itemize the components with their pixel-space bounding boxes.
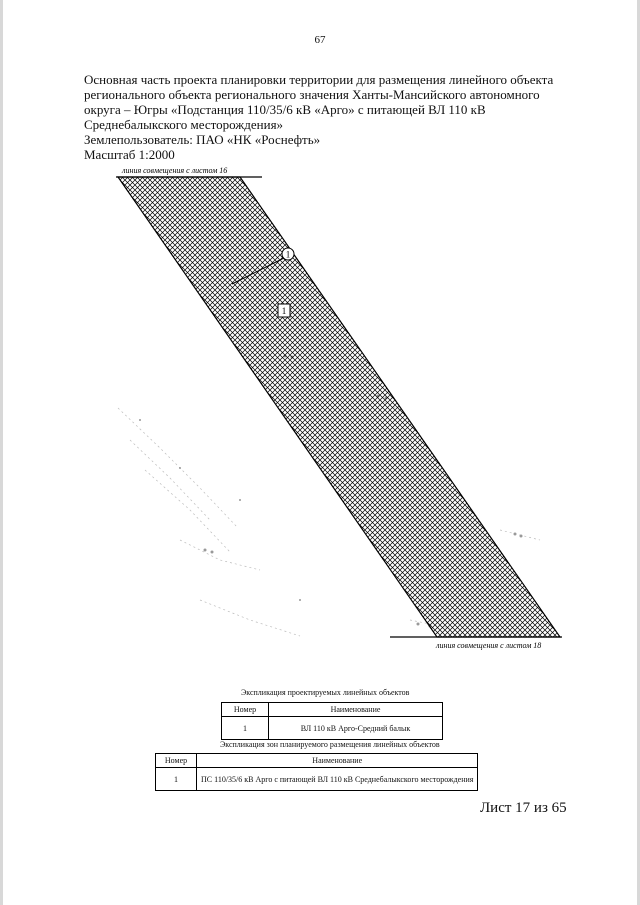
planned-zone-polygon <box>118 177 560 637</box>
title-line: округа – Югры «Подстанция 110/35/6 кВ «Арго» с питающей ВЛ 110 кВ <box>84 102 486 117</box>
zones-caption: Экспликация зон планируемого размещения линейных объектов <box>220 740 440 749</box>
title-line: регионального объекта регионального значения Ханты-Мансийского автономного <box>84 87 540 102</box>
scale: Масштаб 1:2000 <box>84 147 175 162</box>
page-number: 67 <box>314 34 326 46</box>
zone-marker-label: 1 <box>281 306 287 316</box>
land-user: Землепользователь: ПАО «НК «Роснефть» <box>84 132 321 147</box>
cell-number: 1 <box>222 717 269 740</box>
header-number: Номер <box>156 754 197 768</box>
title-line: Основная часть проекта планировки территории для размещения линейного объекта <box>84 72 554 87</box>
cell-name: ВЛ 110 кВ Арго-Средний балык <box>269 717 443 740</box>
bottom-match-line-label: линия совмещения с листом 18 <box>436 641 542 650</box>
object-marker-label: 1 <box>285 249 291 260</box>
top-match-line-label: линия совмещения с листом 16 <box>122 166 228 175</box>
table-row <box>156 768 478 791</box>
cell-number: 1 <box>156 768 197 791</box>
header-name: Наименование <box>197 754 478 768</box>
title-line: Среднебалыкского месторождения» <box>84 117 284 132</box>
cell-name: ПС 110/35/6 кВ Арго с питающей ВЛ 110 кВ Среднебалыкского месторождения <box>197 768 478 791</box>
header-number: Номер <box>222 703 269 717</box>
header-name: Наименование <box>269 703 443 717</box>
table-row <box>222 717 443 740</box>
table-header-row <box>156 754 478 768</box>
linear-objects-caption: Экспликация проектируемых линейных объектов <box>241 688 410 697</box>
zones-table <box>155 753 478 791</box>
table-header-row <box>222 703 443 717</box>
linear-objects-table <box>221 702 443 740</box>
sheet-label: Лист 17 из 65 <box>480 800 567 816</box>
